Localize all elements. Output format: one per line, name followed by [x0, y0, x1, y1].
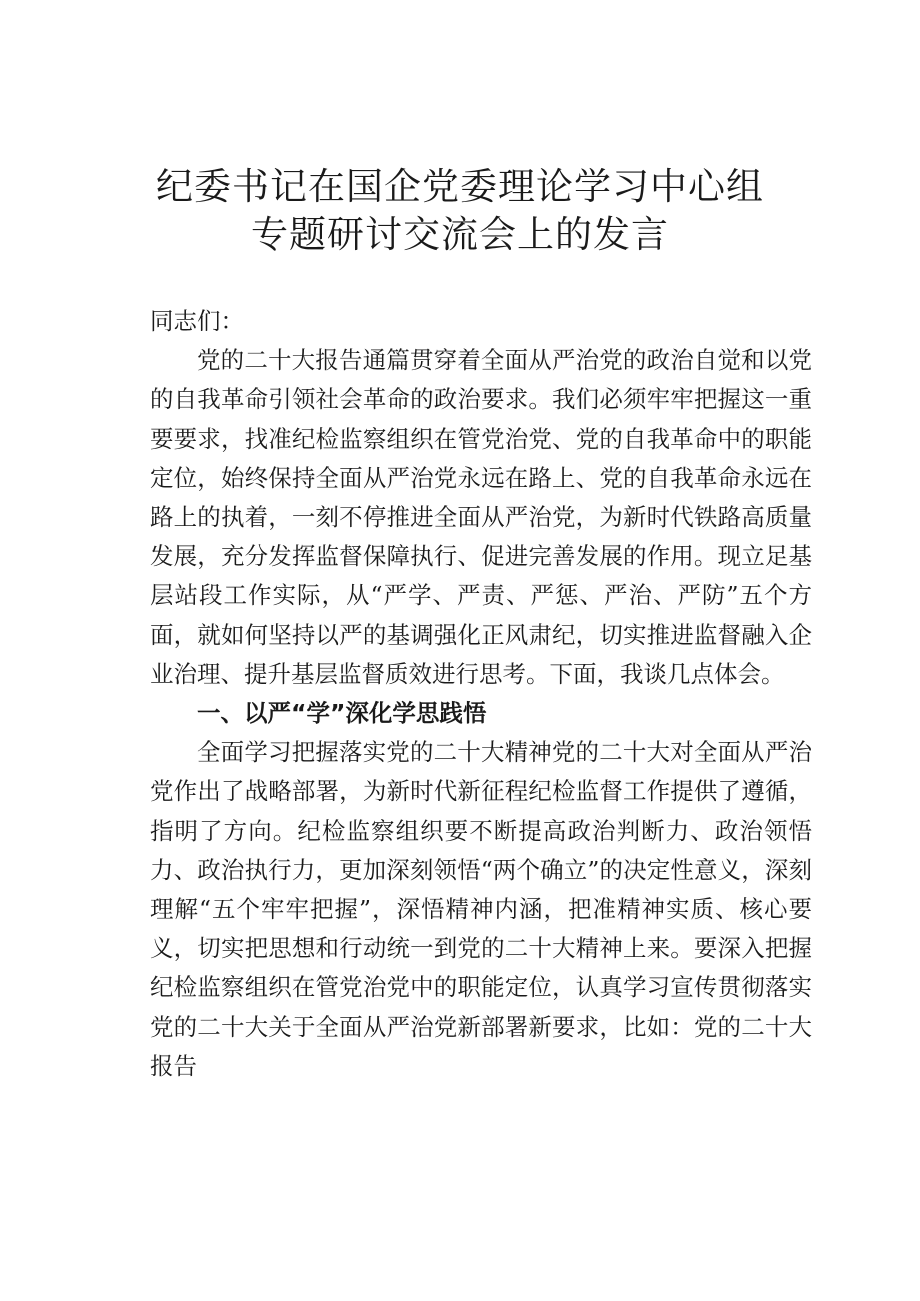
paragraph-section-1: 全面学习把握落实党的二十大精神党的二十大对全面从严治党作出了战略部署，为新时代新征程纪检监督工作提供了遵循，指明了方向。纪检监察组织要不断提高政治判断力、政治领悟力、政治执行力，更加深刻领悟“两个确立”的决定性意义，深刻理解“五个牢牢把握”，深悟精神内涵，把准精神实质、核心要义，切实把思想和行动统一到党的二十大精神上来。要深入把握纪检监察组织在管党治党中的职能定位，认真学习宣传贯彻落实党的二十大关于全面从严治党新部署新要求，比如：党的二十大报告 [150, 738, 812, 1080]
salutation: 同志们： [150, 307, 244, 335]
section-heading-1: 一、以严“学”深化学思践悟 [197, 699, 487, 728]
document-title-line-2: 专题研讨交流会上的发言 [251, 213, 669, 256]
paragraph-intro: 党的二十大报告通篇贯穿着全面从严治党的政治自觉和以党的自我革命引领社会革命的政治要求。我们必须牢牢把握这一重要要求，找准纪检监察组织在管党治党、党的自我革命中的职能定位，始终保持全面从严治党永远在路上、党的自我革命永远在路上的执着，一刻不停推进全面从严治党，为新时代铁路高质量发展，充分发挥监督保障执行、促进完善发展的作用。现立足基层站段工作实际，从“严学、严责、严惩、严治、严防”五个方面，就如何坚持以严的基调强化正风肃纪，切实推进监督融入企业治理、提升基层监督质效进行思考。下面，我谈几点体会。 [150, 346, 812, 688]
document-title-line-1: 纪委书记在国企党委理论学习中心组 [156, 165, 764, 208]
document-body [150, 302, 812, 1086]
